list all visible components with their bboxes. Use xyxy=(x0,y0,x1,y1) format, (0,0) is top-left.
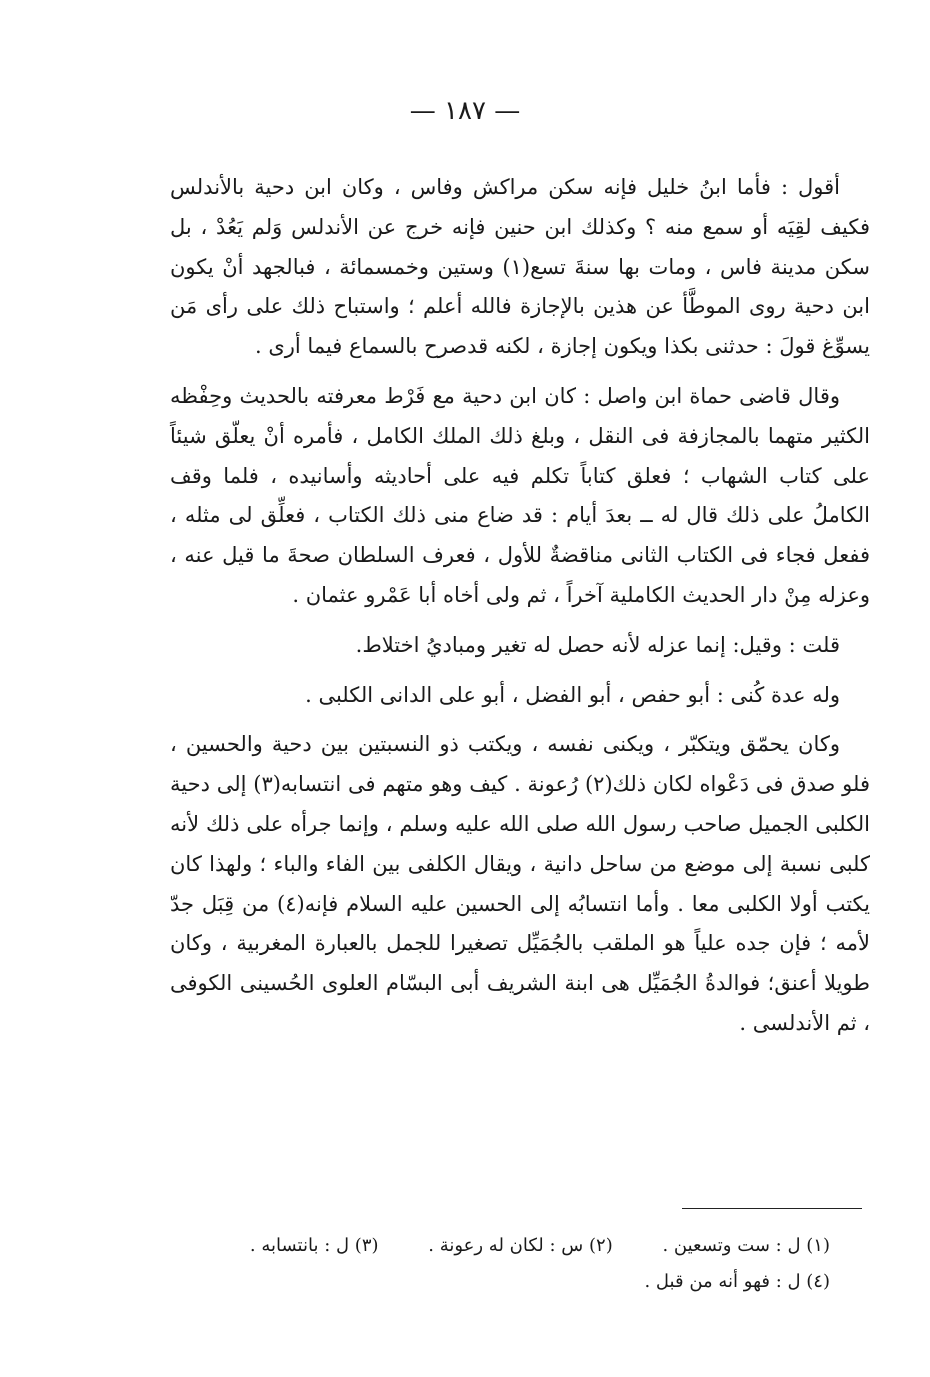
page-number: — ١٨٧ — xyxy=(409,96,521,126)
footnote-1: (١) ل : ست وتسعين . xyxy=(662,1235,830,1256)
paragraph-3: قلت : وقيل: إنما عزله لأنه حصل له تغير ومباديُ اختلاط. xyxy=(355,632,840,657)
paragraph-5: وكان يحمّق ويتكبّر ، ويكنى نفسه ، ويكتب ذو النسبتين بين دحية والحسين ، فلو صدق فى دَعْواه لكان ذلك(٢) رُعونة . كيف وهو متهم فى انتسابه(٣) إلى دحية الكلبى الجميل صاحب رسول الله صلى الله عليه وسلم ، وإنما جرأه على ذلك لأنه كلبى نسبة إلى موضع من ساحل دانية ، ويقال الكلفى بين الفاء والباء ؛ ولهذا كان يكتب أولا الكلبى معا . وأما انتسابُه إلى الحسين عليه السلام فإنه(٤) من قِبَل جدّ لأمه ؛ فإن جده علياً هو الملقب بالجُمَيِّل تصغيرا للجمل بالعبارة المغربية ، وكان طويلا أعنق؛ فوالدةُ الجُمَيِّل هى ابنة الشريف أبى البسّام العلوى الحُسينى الكوفى ، ثم الأندلسى . xyxy=(170,732,870,1035)
main-text xyxy=(170,168,870,1044)
paragraph-2: وقال قاضى حماة ابن واصل : كان ابن دحية مع فَرْط معرفته بالحديث وحِفْظه الكثير متهما بالمجازفة فى النقل ، وبلغ ذلك الملك الكامل ، فأمره أنْ يعلّق شيئاً على كتاب الشهاب ؛ فعلق كتاباً تكلم فيه على أحاديثه وأسانيده ، فلما وقف الكاملُ على ذلك قال له ــ بعدَ أيام : قد ضاع منى ذلك الكتاب ، فعلِّق لى مثله ، ففعل فجاء فى الكتاب الثانى مناقضةٌ للأول ، فعرف السلطان صحةَ ما قيل عنه ، وعزله مِنْ دار الحديث الكاملية آخراً ، ثم ولى أخاه أبا عَمْرو عثمان . xyxy=(170,383,870,607)
footnote-row-1 xyxy=(170,1228,830,1264)
footnote-4: (٤) ل : فهو أنه من قبل . xyxy=(644,1271,830,1292)
footnote-divider xyxy=(682,1208,862,1209)
footnote-3: (٣) ل : بانتسابه . xyxy=(249,1235,379,1256)
paragraph-1: أقول : فأما ابنُ خليل فإنه سكن مراكش وفاس ، وكان ابن دحية بالأندلس فكيف لقِيَه أو سمع منه ؟ وكذلك ابن حنين فإنه خرج عن الأندلس وَلم يَعُدْ ، بل سكن مدينة فاس ، ومات بها سنةَ تسع(١) وستين وخمسمائة ، فبالجهد أنْ يكون ابن دحية روى الموطَّأ عن هذين بالإجازة فالله أعلم ؛ واستباح ذلك على رأى مَن يسوِّغ قولَ : حدثنى بكذا ويكون إجازة ، لكنه قدصرح بالسماع فيما أرى . xyxy=(170,175,870,359)
footnote-row-2 xyxy=(170,1264,830,1300)
paragraph-4: وله عدة كُنى : أبو حفص ، أبو الفضل ، أبو على الدانى الكلبى . xyxy=(305,682,840,707)
footnote-2: (٢) س : لكان له رعونة . xyxy=(428,1235,613,1256)
footnotes xyxy=(170,1228,830,1300)
